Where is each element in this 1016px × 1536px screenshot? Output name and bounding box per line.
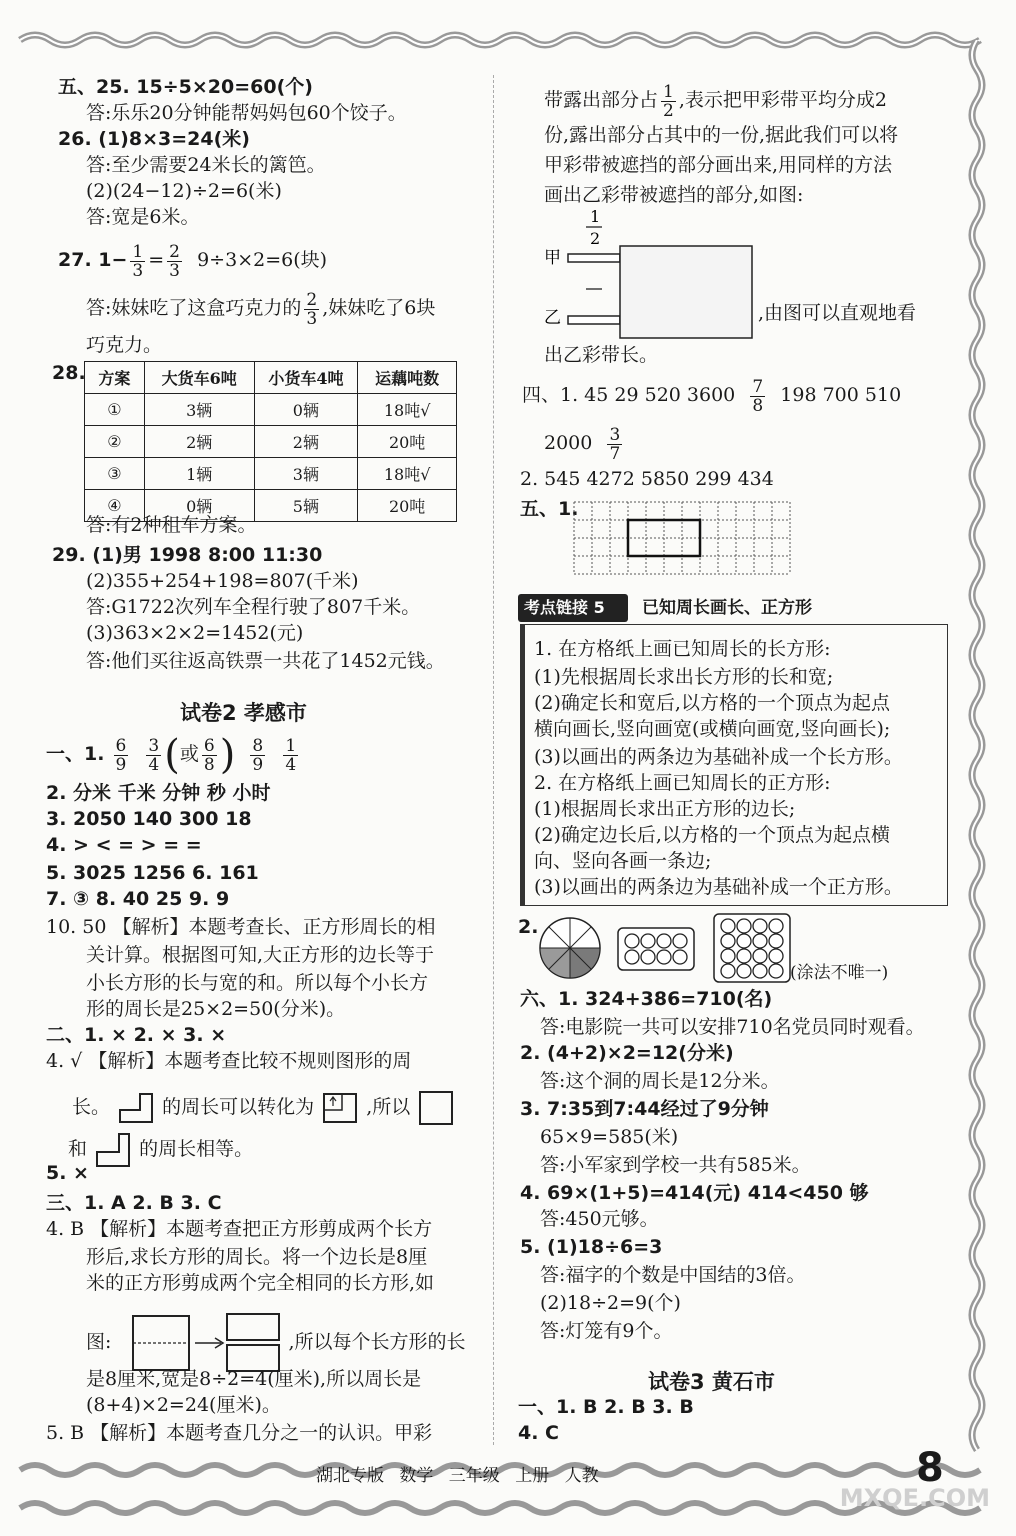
s5q2-label: 2.: [518, 916, 539, 938]
s1q10: 10. 50 【解析】本题考查长、正方形周长的相: [46, 916, 436, 938]
ribbon-explain-3: 甲彩带被遮挡的部分画出来,用同样的方法: [544, 154, 893, 176]
knowledge-line: (1)先根据周长求出长方形的长和宽;: [534, 666, 834, 688]
s3q4: 4. B 【解析】本题考查把正方形剪成两个长方: [46, 1218, 433, 1240]
s6q3: 3. 7:35到7:44经过了9分钟: [520, 1098, 769, 1120]
table-row: [85, 394, 457, 426]
knowledge-line: (3)以画出的两条边为基础补成一个长方形。: [534, 746, 903, 768]
circles-box-large: [714, 914, 790, 982]
s5q1-label: 五、1.: [520, 498, 579, 520]
fraction: $\frac{2}{3}$: [306, 289, 318, 329]
column-divider: [493, 75, 494, 1445]
fraction: $\frac{1}{3}$: [132, 241, 144, 281]
fraction: $\frac{3}{4}$: [148, 735, 160, 775]
s6q4-answer: 答:450元够。: [540, 1208, 659, 1230]
q29-answer2: 答:G1722次列车全程行驶了807千米。: [86, 596, 421, 618]
knowledge-line: (2)确定边长后,以方格的一个顶点为起点横: [534, 824, 890, 846]
circles-box-small: [618, 928, 694, 970]
fraction: $\frac{7}{8}$: [752, 376, 764, 416]
s2q5: 5. ×: [46, 1162, 89, 1184]
s6q4: 4. 69×(1+5)=414(元) 414<450 够: [520, 1182, 869, 1204]
s2q1: 二、1. × 2. × 3. ×: [46, 1024, 227, 1046]
square-cut-figure: [117, 1312, 282, 1374]
q28-label: 28.: [52, 362, 86, 384]
table-cell: 20吨: [358, 426, 457, 458]
s4q1-line2: 2000 $\frac{3}{7}$: [544, 424, 621, 464]
frac-label-half-den: 2: [590, 229, 601, 248]
table-cell: 2辆: [144, 426, 254, 458]
fraction: $\frac{8}{9}$: [252, 735, 264, 775]
knowledge-line: 向、竖向各画一条边;: [534, 850, 712, 872]
table-cell: 18吨√: [358, 394, 457, 426]
knowledge-line: 1. 在方格纸上画已知周长的长方形:: [534, 638, 831, 660]
q26-line: 26. (1)8×3=24(米): [58, 128, 250, 150]
s1q4: 4. > < = > = =: [46, 834, 202, 856]
fraction: $\frac{1}{2}$: [663, 81, 674, 121]
ribbon-explain-4: 画出乙彩带被遮挡的部分,如图:: [544, 184, 804, 206]
ribbon-conclusion: 出乙彩带长。: [544, 344, 659, 366]
s1q3: 3. 2050 140 300 18: [46, 808, 252, 830]
q25-line: 五、25. 15÷5×20=60(个): [58, 76, 313, 98]
knowledge-line: (1)根据周长求出正方形的边长;: [534, 798, 796, 820]
s1q10-b: 关计算。根据图可知,大正方形的边长等于: [86, 944, 435, 966]
banner-title: 已知周长画长、正方形: [642, 598, 812, 618]
s6q1-answer: 答:电影院一共可以安排710名党员同时观看。: [540, 1016, 925, 1038]
section-title-paper2: 试卷2 孝感市: [180, 701, 307, 725]
s7q1: 一、1. B 2. B 3. B: [518, 1396, 694, 1418]
ribbon-figure: [540, 206, 760, 346]
q29-part3: (3)363×2×2=1452(元): [86, 622, 304, 644]
label-jia: 甲: [544, 248, 561, 268]
transformed-square-figure: [320, 1090, 360, 1126]
section-title-paper3: 试卷3 黄石市: [648, 1370, 775, 1394]
tall-l-shape-figure: [93, 1130, 133, 1170]
table-cell: 3辆: [144, 394, 254, 426]
s1q7: 7. ③ 8. 40 25 9. 9: [46, 888, 230, 910]
s6q5-b: (2)18÷2=9(个): [540, 1292, 681, 1314]
q27-answer2: 巧克力。: [86, 334, 163, 356]
knowledge-line: 2. 在方格纸上画已知周长的正方形:: [534, 772, 831, 794]
q25-answer: 答:乐乐20分钟能帮妈妈包60个饺子。: [86, 102, 407, 124]
s3q5: 5. B 【解析】本题考查几分之一的认识。甲彩: [46, 1422, 433, 1444]
table-row: [85, 426, 457, 458]
table-cell: 小货车4吨: [254, 362, 358, 394]
q27-pre: 27. 1−: [58, 249, 128, 271]
banner-tag: 考点链接 5: [518, 594, 628, 622]
s6q3-answer: 答:小军家到学校一共有585米。: [540, 1154, 811, 1176]
table-cell: ③: [85, 458, 145, 490]
q29-answer3: 答:他们买往返高铁票一共花了1452元钱。: [86, 650, 445, 672]
s2q4-c: 和 的周长相等。: [68, 1130, 253, 1170]
table-cell: 方案: [85, 362, 145, 394]
s6q5-answer2: 答:灯笼有9个。: [540, 1320, 673, 1342]
pie-figure: [540, 918, 600, 978]
fraction: $\frac{3}{7}$: [609, 424, 621, 464]
table-row: [85, 458, 457, 490]
s5q2-note: (涂法不唯一): [790, 963, 889, 983]
s1q10-c: 小长方形的长与宽的和。所以每个小长方: [86, 972, 429, 994]
frac-label-half-num: 1: [590, 207, 601, 226]
ribbon-note: ,由图可以直观地看: [758, 302, 917, 324]
knowledge-line: (3)以画出的两条边为基础补成一个正方形。: [534, 876, 903, 898]
q29-line: 29. (1)男 1998 8:00 11:30: [52, 544, 323, 566]
q27-post: 9÷3×2=6(块): [197, 249, 328, 271]
q28-answer: 答:有2种租车方案。: [86, 514, 257, 536]
s3q1: 三、1. A 2. B 3. C: [46, 1192, 222, 1214]
knowledge-banner: [518, 594, 948, 622]
q26-answer2: 答:宽是6米。: [86, 206, 200, 228]
fraction: $\frac{1}{4}$: [285, 735, 297, 775]
q26-part2: (2)(24−12)÷2=6(米): [86, 180, 282, 202]
ribbon-explain-1: 带露出部分占 $\frac{1}{2}$ ,表示把甲彩带平均分成2: [544, 81, 887, 121]
shading-figures: [536, 912, 796, 984]
s2q4-b: 长。 的周长可以转化为 ,所以: [72, 1090, 456, 1126]
s6q5-answer: 答:福字的个数是中国结的3倍。: [540, 1264, 806, 1286]
q27-equals: =: [148, 249, 165, 271]
s6q1: 六、1. 324+386=710(名): [520, 988, 773, 1010]
knowledge-line: 横向画长,竖向画宽(或横向画宽,竖向画长);: [534, 718, 891, 740]
s2q4: 4. √ 【解析】本题考查比较不规则图形的周: [46, 1050, 412, 1072]
table-cell: 18吨√: [358, 458, 457, 490]
page-number: 8: [916, 1445, 944, 1491]
knowledge-line: (2)确定长和宽后,以方格的一个顶点为起点: [534, 692, 890, 714]
s3q4-f: (8+4)×2=24(厘米)。: [86, 1394, 281, 1416]
watermark: MXQE.COM: [839, 1484, 990, 1512]
q29-part2: (2)355+254+198=807(千米): [86, 570, 359, 592]
l-shape-figure: [116, 1090, 156, 1126]
fraction: $\frac{6}{9}$: [115, 735, 127, 775]
table-cell: ④: [85, 490, 145, 522]
s1q1-line: 一、1. $\frac{6}{9}$ $\frac{3}{4}$ (或 $\frac{6}{8}$ ) $\frac{8}{9}$ $\frac{1}{4}$: [46, 732, 297, 778]
q26-answer: 答:至少需要24米长的篱笆。: [86, 154, 326, 176]
q27-line: [58, 240, 327, 280]
table-cell: 3辆: [254, 458, 358, 490]
fraction: $\frac{6}{8}$: [203, 735, 215, 775]
table-cell: 1辆: [144, 458, 254, 490]
s6q3-b: 65×9=585(米): [540, 1126, 679, 1148]
table-cell: ①: [85, 394, 145, 426]
table-cell: 2辆: [254, 426, 358, 458]
s4q2: 2. 545 4272 5850 299 434: [520, 468, 774, 490]
s4q1-line: 四、1. 45 29 520 3600 $\frac{7}{8}$ 198 700 510: [522, 376, 902, 416]
right-wave-border: [955, 40, 995, 1460]
s1q5: 5. 3025 1256 6. 161: [46, 862, 259, 884]
footer-edition: 湖北专版 数学 三年级 上册 人教: [316, 1466, 599, 1486]
s1q10-d: 形的周长是25×2=50(分米)。: [86, 998, 346, 1020]
s3q4-d: 图: ,所以每个长方形的长: [86, 1312, 466, 1374]
s6q5: 5. (1)18÷6=3: [520, 1236, 663, 1258]
table-cell: 20吨: [358, 490, 457, 522]
grid-rectangle-figure: [572, 500, 792, 582]
table-cell: ②: [85, 426, 145, 458]
label-yi: 乙: [544, 308, 561, 328]
s3q4-b: 形后,求长方形的周长。将一个边长是8厘: [86, 1246, 428, 1268]
table-cell: 运藕吨数: [358, 362, 457, 394]
s6q2-answer: 答:这个洞的周长是12分米。: [540, 1070, 780, 1092]
table-cell: 0辆: [254, 394, 358, 426]
s6q2: 2. (4+2)×2=12(分米): [520, 1042, 734, 1064]
s7q4: 4. C: [518, 1422, 559, 1444]
ribbon-explain-2: 份,露出部分占其中的一份,据此我们可以将: [544, 124, 899, 146]
square-figure: [416, 1090, 456, 1126]
q27-answer: 答:妹妹吃了这盒巧克力的 $\frac{2}{3}$ ,妹妹吃了6块: [86, 289, 436, 329]
table-cell: 大货车6吨: [144, 362, 254, 394]
plan-table: [84, 361, 457, 522]
s3q4-e: 是8厘米,宽是8÷2=4(厘米),所以周长是: [86, 1368, 422, 1390]
table-cell: 5辆: [254, 490, 358, 522]
s3q4-c: 米的正方形剪成两个完全相同的长方形,如: [86, 1272, 435, 1294]
table-header-row: [85, 362, 457, 394]
fraction: $\frac{2}{3}$: [169, 241, 180, 281]
top-wave-border: [0, 0, 1016, 60]
s1q2: 2. 分米 千米 分钟 秒 小时: [46, 782, 271, 804]
table-cell: 0辆: [144, 490, 254, 522]
